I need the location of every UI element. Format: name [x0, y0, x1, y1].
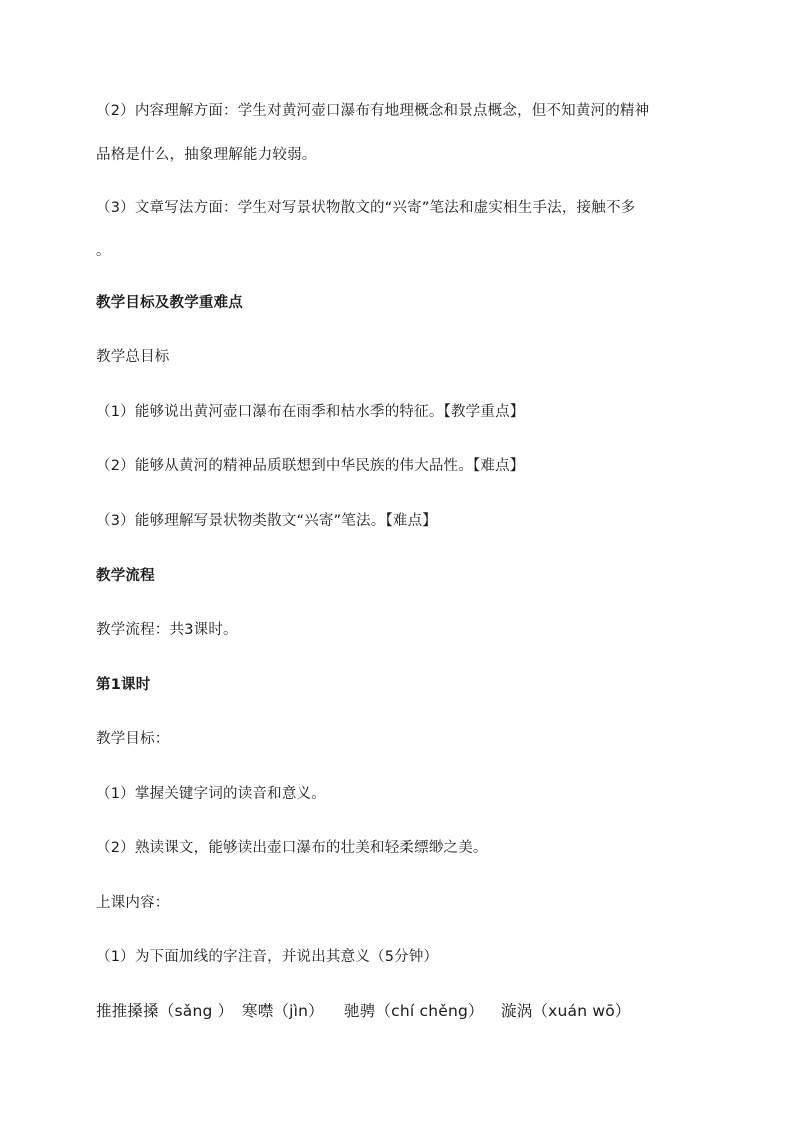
heading-lesson-1: 第1课时 — [96, 677, 151, 693]
pinyin-word: 寒噤（jìn） — [242, 1002, 324, 1020]
pinyin-word-list — [96, 1001, 706, 1021]
lesson-content-label: 上课内容： — [96, 895, 170, 911]
lesson-goal-1: （1）掌握关键字词的读音和意义。 — [96, 786, 326, 802]
paragraph-content-understanding-cont: 品格是什么，抽象理解能力较弱。 — [96, 147, 317, 163]
heading-teaching-goals: 教学目标及教学重难点 — [96, 295, 243, 311]
lesson-goal-2: （2）熟读课文，能够读出壶口瀑布的壮美和轻柔缥缈之美。 — [96, 840, 488, 856]
lesson-content-item-1: （1）为下面加线的字注音，并说出其意义（5分钟） — [96, 949, 439, 965]
goal-item-2: （2）能够从黄河的精神品质联想到中华民族的伟大品性。【难点】 — [96, 458, 525, 474]
goal-item-1: （1）能够说出黄河壶口瀑布在雨季和枯水季的特征。【教学重点】 — [96, 404, 525, 420]
paragraph-writing-method: （3）文章写法方面：学生对写景状物散文的“兴寄”笔法和虚实相生手法，接触不多 — [96, 200, 636, 216]
lesson-goals-label: 教学目标： — [96, 731, 170, 747]
goal-item-3: （3）能够理解写景状物类散文“兴寄”笔法。【难点】 — [96, 513, 437, 529]
heading-teaching-process: 教学流程 — [96, 568, 155, 584]
pinyin-word: 推推搡搡（sǎng ） — [96, 1002, 234, 1020]
subheading-general-goals: 教学总目标 — [96, 349, 170, 365]
pinyin-word: 漩涡（xuán wō） — [501, 1002, 631, 1020]
pinyin-word: 驰骋（chí chěng） — [344, 1002, 484, 1020]
process-summary: 教学流程：共3课时。 — [96, 622, 238, 638]
paragraph-content-understanding: （2）内容理解方面：学生对黄河壶口瀑布有地理概念和景点概念，但不知黄河的精神 — [96, 103, 650, 119]
paragraph-writing-method-cont: 。 — [96, 243, 111, 259]
